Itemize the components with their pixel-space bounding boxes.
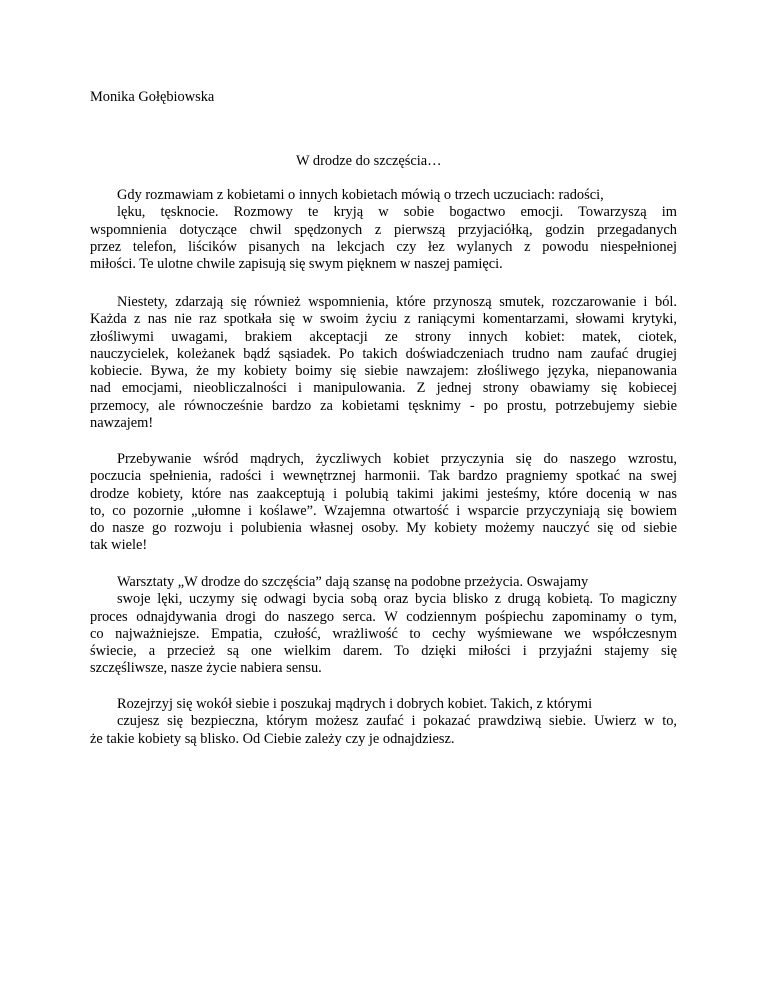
paragraph-5 bbox=[90, 696, 677, 748]
paragraph-line: czujesz się bezpieczna, którym możesz zaufać i pokazać prawdziwą siebie. Uwierz w to, bbox=[117, 713, 677, 730]
paragraph-line: to, co pozornie „ułomne i koślawe”. Wzajemna otwartość i wsparcie przyczyniają się bowiem bbox=[90, 502, 677, 519]
paragraph-line: świecie, a przecież są one wielkim darem. To dzięki miłości i przyjaźni stajemy się bbox=[90, 643, 677, 660]
paragraph-line: Rozejrzyj się wokół siebie i poszukaj mądrych i dobrych kobiet. Takich, z którymi bbox=[117, 696, 593, 712]
paragraph-line: przemocy, ale równocześnie bardzo za kobietami tęsknimy - po prostu, potrzebujemy siebie bbox=[90, 397, 677, 414]
paragraph-3 bbox=[90, 451, 677, 555]
paragraph-line: lęku, tęsknocie. Rozmowy te kryją w sobie bogactwo emocji. Towarzyszą im bbox=[117, 204, 677, 221]
paragraph-line: Przebywanie wśród mądrych, życzliwych kobiet przyczynia się do naszego wzrostu, bbox=[117, 451, 677, 467]
paragraph-line: co najważniejsze. Empatia, czułość, wrażliwość to cechy wyśmiewane we współczesnym bbox=[90, 625, 677, 642]
paragraph-line: nawzajem! bbox=[90, 415, 154, 432]
paragraph-1 bbox=[90, 187, 677, 273]
paragraph-line: że takie kobiety są blisko. Od Ciebie zależy czy je odnajdziesz. bbox=[90, 730, 455, 747]
paragraph-line: drodze kobiety, które nas zaakceptują i polubią takimi jakimi jesteśmy, które docenią w nas bbox=[90, 485, 677, 502]
paragraph-line: Gdy rozmawiam z kobietami o innych kobietach mówią o trzech uczuciach: radości, bbox=[117, 187, 604, 203]
paragraph-line: Każda z nas nie raz spotkała się w swoim życiu z raniącymi komentarzami, słowami krytyki, bbox=[90, 311, 677, 328]
document-title: W drodze do szczęścia… bbox=[296, 153, 442, 169]
paragraph-line: Niestety, zdarzają się również wspomnienia, które przynoszą smutek, rozczarowanie i ból. bbox=[117, 294, 677, 310]
paragraph-line: przez telefon, liścików pisanych na lekcjach czy łez wylanych z powodu niespełnionej bbox=[90, 238, 677, 255]
paragraph-line: do nasze go rozwoju i polubienia własnej osoby. My kobiety możemy nauczyć się od siebie bbox=[90, 520, 677, 537]
paragraph-line: proces odnajdywania drogi do naszego serca. W codziennym pośpiechu zapominamy o tym, bbox=[90, 608, 677, 625]
paragraph-line: Warsztaty „W drodze do szczęścia” dają szansę na podobne przeżycia. Oswajamy bbox=[117, 574, 589, 590]
paragraph-line: złośliwymi uwagami, brakiem akceptacji ze strony innych kobiet: matek, ciotek, bbox=[90, 328, 677, 345]
author-name: Monika Gołębiowska bbox=[90, 89, 215, 105]
paragraph-line: miłości. Te ulotne chwile zapisują się swym pięknem w naszej pamięci. bbox=[90, 256, 503, 273]
paragraph-line: swoje lęki, uczymy się odwagi bycia sobą oraz bycia blisko z drugą kobietą. To magiczny bbox=[117, 591, 677, 608]
paragraph-line: tak wiele! bbox=[90, 537, 148, 554]
paragraph-2 bbox=[90, 294, 677, 432]
paragraph-line: poczucia spełnienia, radości i wewnętrznej harmonii. Tak bardzo pragniemy spotkać na swej bbox=[90, 468, 677, 485]
paragraph-4 bbox=[90, 574, 677, 678]
paragraph-line: nad emocjami, nieobliczalności i manipulowania. Z jednej strony obawiamy się kobiecej bbox=[90, 380, 677, 397]
paragraph-line: wspomnienia dotyczące chwil spędzonych z pierwszą przyjaciółką, godzin przegadanych bbox=[90, 221, 677, 238]
paragraph-line: nauczycielek, koleżanek bądź sąsiadek. Po takich doświadczeniach trudno nam zaufać drugiej bbox=[90, 345, 677, 362]
paragraph-line: kobiecie. Bywa, że my kobiety boimy się siebie nawzajem: złośliwego języka, niepanowania bbox=[90, 363, 677, 380]
paragraph-line: szczęśliwsze, nasze życie nabiera sensu. bbox=[90, 660, 322, 677]
